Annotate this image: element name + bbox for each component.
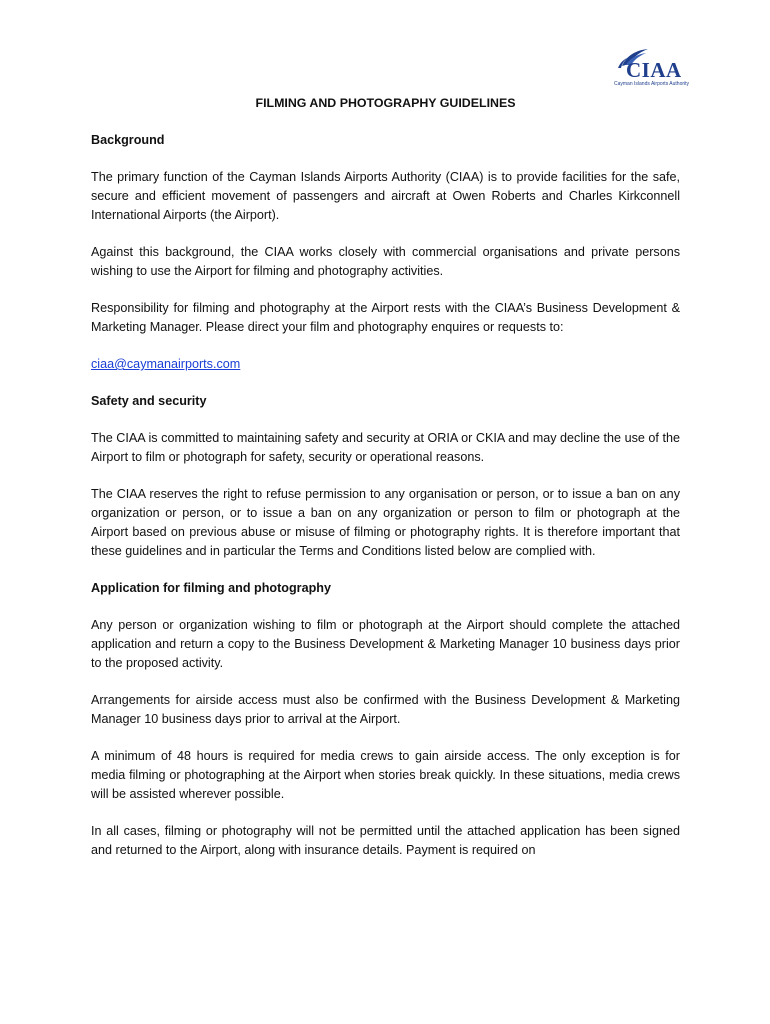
background-paragraph-1: The primary function of the Cayman Islands Airports Authority (CIAA) is to provide facilities for the safe, secure and efficient movement of passengers and aircraft at Owen Roberts and Charles Kirkconnell International Airports (the Airport).	[91, 170, 680, 222]
safety-paragraph-2: The CIAA reserves the right to refuse permission to any organisation or person, or to issue a ban on any organization or person, or to issue a ban on any organization or person to film or photograph at the Airport based on previous abuse or misuse of filming or photography rights. It is therefore important that these guidelines and in particular the Terms and Conditions listed below are complied with.	[91, 487, 680, 558]
logo-subtitle: Cayman Islands Airports Authority	[614, 81, 690, 87]
background-heading: Background	[91, 133, 165, 147]
email-line	[91, 355, 680, 374]
application-paragraph-1: Any person or organization wishing to film or photograph at the Airport should complete the attached application and return a copy to the Business Development & Marketing Manager 10 business days prior to the proposed activity.	[91, 618, 680, 670]
application-heading: Application for filming and photography	[91, 581, 331, 595]
safety-heading: Safety and security	[91, 394, 207, 408]
background-paragraph-3: Responsibility for filming and photography at the Airport rests with the CIAA’s Business Development & Marketing Manager. Please direct your film and photography enquires or requests to:	[91, 301, 680, 334]
ciaa-logo	[608, 46, 690, 92]
email-link[interactable]: ciaa@caymanairports.com	[91, 357, 241, 371]
application-paragraph-2: Arrangements for airside access must also be confirmed with the Business Development & Marketing Manager 10 business days prior to arrival at the Airport.	[91, 693, 680, 726]
page-title: FILMING AND PHOTOGRAPHY GUIDELINES	[255, 96, 516, 110]
logo-wordmark: CIAA	[626, 58, 682, 82]
document-body	[91, 94, 680, 878]
application-paragraph-3: A minimum of 48 hours is required for media crews to gain airside access. The only exception is for media filming or photographing at the Airport when stories break quickly. In these situations, media crews will be assisted wherever possible.	[91, 749, 680, 801]
safety-paragraph-1: The CIAA is committed to maintaining safety and security at ORIA or CKIA and may decline the use of the Airport to film or photograph for safety, security or operational reasons.	[91, 431, 680, 464]
background-paragraph-2: Against this background, the CIAA works closely with commercial organisations and private persons wishing to use the Airport for filming and photography activities.	[91, 245, 680, 278]
application-paragraph-4: In all cases, filming or photography will not be permitted until the attached application has been signed and returned to the Airport, along with insurance details. Payment is required on	[91, 824, 680, 857]
